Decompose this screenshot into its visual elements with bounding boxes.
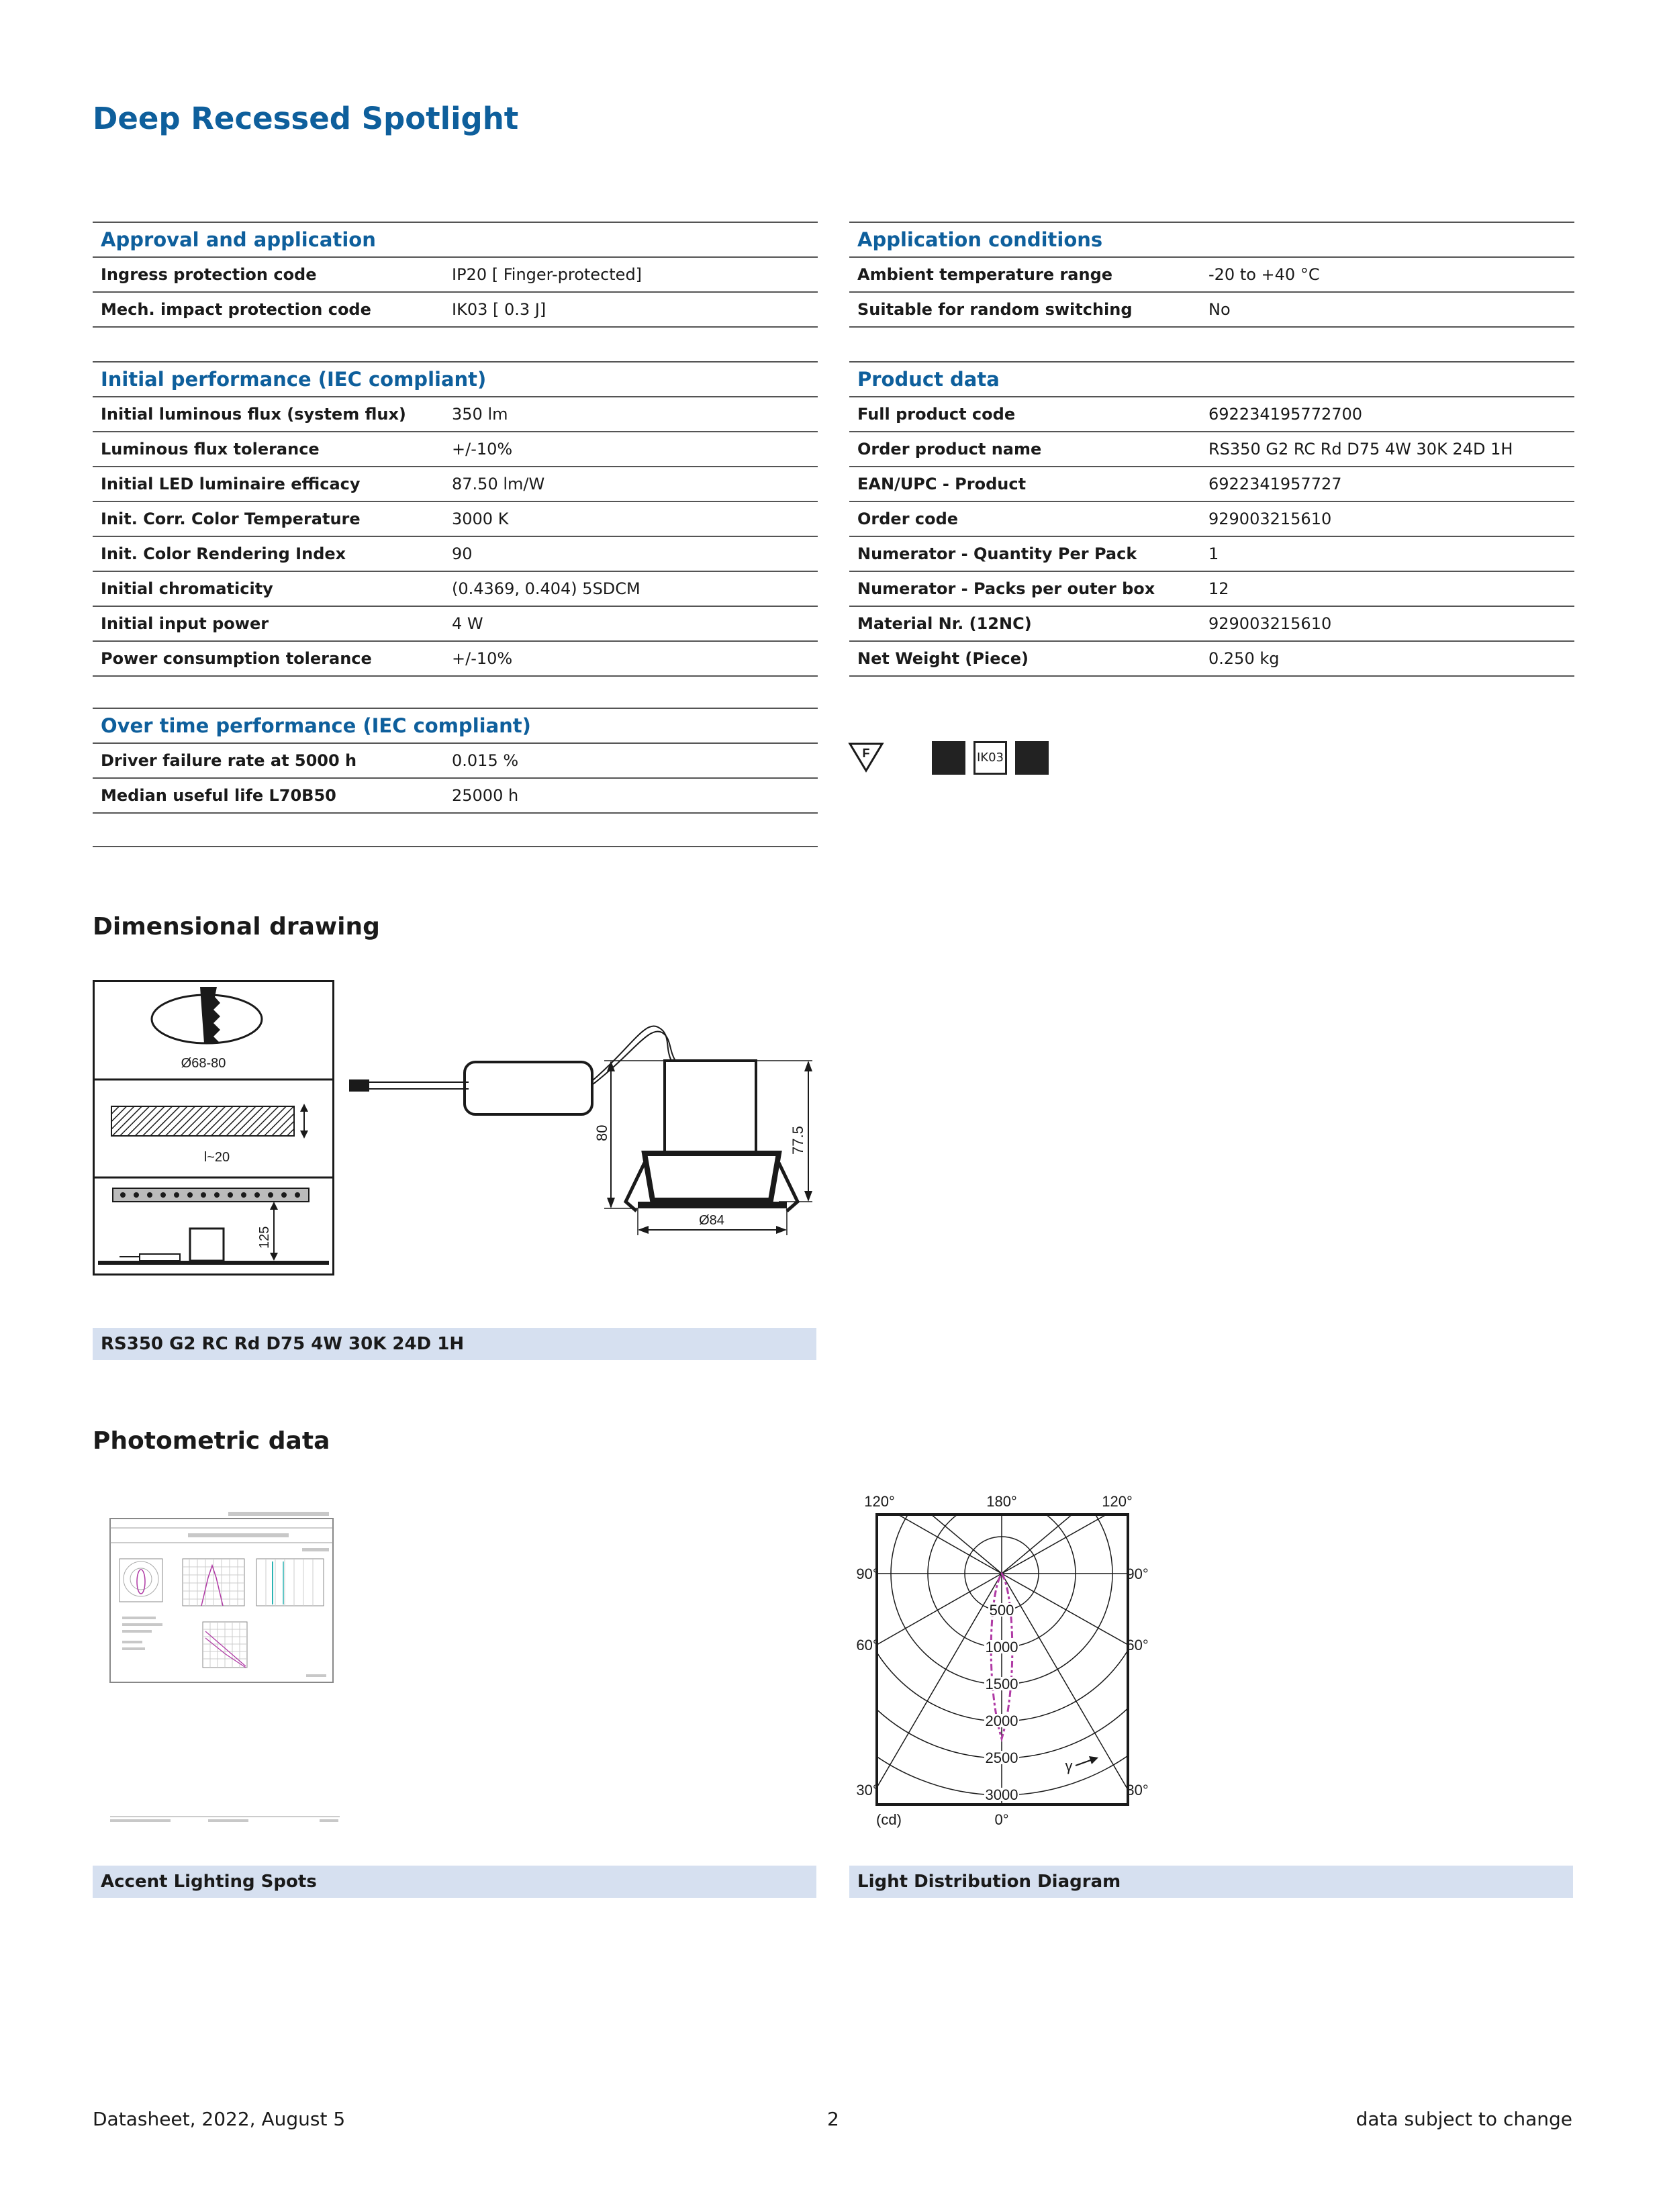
- table-row: [93, 258, 818, 293]
- table-row: [93, 642, 818, 677]
- height-body-label: 77.5: [790, 1126, 806, 1155]
- ik03-icon: IK03: [973, 741, 1007, 775]
- ring-label: 500: [989, 1602, 1014, 1619]
- row-label: Mech. impact protection code: [101, 300, 371, 319]
- row-value: 25000 h: [452, 786, 519, 805]
- table-spacer: [93, 814, 818, 847]
- ring-label: 2000: [985, 1713, 1018, 1729]
- unit-label: (cd): [876, 1811, 902, 1828]
- table-row: [849, 258, 1574, 293]
- footer-disclaimer: data subject to change: [1355, 2108, 1572, 2130]
- diameter-label: Ø84: [699, 1213, 724, 1228]
- row-label: Driver failure rate at 5000 h: [101, 751, 357, 770]
- table-row: [93, 502, 818, 537]
- row-value: 6922341957727: [1208, 475, 1342, 493]
- row-value: 87.50 lm/W: [452, 475, 545, 493]
- row-value: IK03 [ 0.3 J]: [452, 300, 546, 319]
- row-value: 12: [1208, 579, 1229, 598]
- row-label: Init. Corr. Color Temperature: [101, 510, 361, 528]
- section-title: Product data: [849, 361, 1574, 397]
- row-label: Luminous flux tolerance: [101, 440, 320, 459]
- photometric-report-thumbnail: [107, 1504, 342, 1826]
- table-row: [93, 432, 818, 467]
- row-label: Full product code: [857, 405, 1016, 424]
- ring-label: 2500: [985, 1749, 1018, 1766]
- gamma-label: γ: [1065, 1758, 1073, 1774]
- row-value: 0.015 %: [452, 751, 519, 770]
- ring-label: 1500: [985, 1676, 1018, 1692]
- table-row: [849, 537, 1574, 572]
- height-total-label: 80: [593, 1124, 610, 1141]
- row-value: 0.250 kg: [1208, 649, 1280, 668]
- section-title: Approval and application: [93, 222, 818, 258]
- row-label: Order product name: [857, 440, 1042, 459]
- table-row: [849, 467, 1574, 502]
- black-square-icon: [932, 741, 965, 775]
- angle-label: 30°: [1126, 1782, 1149, 1798]
- row-value: (0.4369, 0.404) 5SDCM: [452, 579, 640, 598]
- row-value: 692234195772700: [1208, 405, 1363, 424]
- row-label: Ingress protection code: [101, 265, 317, 284]
- dimensional-caption: RS350 G2 RC Rd D75 4W 30K 24D 1H: [93, 1328, 816, 1360]
- table-row: [849, 397, 1574, 432]
- black-square-icon: [1015, 741, 1049, 775]
- light-distribution-panel: [856, 1484, 1149, 1839]
- page-title: Deep Recessed Spotlight: [93, 101, 519, 136]
- luminaire-side-view: [349, 1020, 819, 1249]
- row-value: +/-10%: [452, 440, 513, 459]
- row-label: Median useful life L70B50: [101, 786, 336, 805]
- angle-label: 0°: [994, 1811, 1009, 1828]
- initial-performance-table: [93, 361, 818, 677]
- row-label: Numerator - Packs per outer box: [857, 579, 1155, 598]
- table-row: [93, 537, 818, 572]
- angle-label: 120°: [864, 1493, 895, 1510]
- row-value: -20 to +40 °C: [1208, 265, 1320, 284]
- row-label: Initial input power: [101, 614, 269, 633]
- installation-panel: [93, 980, 334, 1276]
- angle-label: 180°: [986, 1493, 1017, 1510]
- angle-label: 90°: [1126, 1566, 1149, 1582]
- row-label: Net Weight (Piece): [857, 649, 1029, 668]
- row-value: +/-10%: [452, 649, 513, 668]
- clearance-label: 125: [257, 1226, 272, 1249]
- application-conditions-table: [849, 222, 1574, 328]
- over-time-table: [93, 708, 818, 847]
- certification-icons: [847, 738, 1062, 779]
- approval-table: [93, 222, 818, 328]
- table-row: [93, 779, 818, 814]
- diagram-caption: Light Distribution Diagram: [849, 1866, 1573, 1898]
- row-label: Ambient temperature range: [857, 265, 1113, 284]
- angle-label: 60°: [856, 1637, 879, 1653]
- angle-label: 90°: [856, 1566, 879, 1582]
- page-number: 2: [827, 2108, 839, 2130]
- row-label: Numerator - Quantity Per Pack: [857, 544, 1137, 563]
- angle-label: 30°: [856, 1782, 879, 1798]
- cutout-label: Ø68-80: [181, 1056, 226, 1071]
- row-value: 350 lm: [452, 405, 508, 424]
- row-label: Init. Color Rendering Index: [101, 544, 346, 563]
- row-value: No: [1208, 300, 1231, 319]
- section-title: Initial performance (IEC compliant): [93, 361, 818, 397]
- table-row: [849, 607, 1574, 642]
- row-label: Initial chromaticity: [101, 579, 273, 598]
- row-label: EAN/UPC - Product: [857, 475, 1027, 493]
- installation-drawing: [93, 980, 334, 1276]
- row-value: 4 W: [452, 614, 483, 633]
- product-data-table: [849, 361, 1574, 677]
- table-row: [849, 293, 1574, 328]
- f-mark-label: F: [862, 747, 870, 760]
- table-row: [93, 397, 818, 432]
- footer-date: Datasheet, 2022, August 5: [93, 2108, 346, 2130]
- table-row: [93, 293, 818, 328]
- table-row: [849, 432, 1574, 467]
- ring-label: 1000: [985, 1639, 1018, 1655]
- ring-label: 3000: [985, 1786, 1018, 1803]
- row-value: 90: [452, 544, 473, 563]
- row-label: Suitable for random switching: [857, 300, 1133, 319]
- table-row: [93, 607, 818, 642]
- row-label: Power consumption tolerance: [101, 649, 372, 668]
- row-value: RS350 G2 RC Rd D75 4W 30K 24D 1H: [1208, 440, 1513, 459]
- angle-label: 60°: [1126, 1637, 1149, 1653]
- photometric-heading: Photometric data: [93, 1427, 330, 1455]
- f-mark-icon: [847, 738, 885, 776]
- section-title: Application conditions: [849, 222, 1574, 258]
- table-row: [849, 572, 1574, 607]
- table-row: [849, 642, 1574, 677]
- row-value: 1: [1208, 544, 1219, 563]
- photometric-thumbnail: [107, 1504, 342, 1826]
- dimensional-heading: Dimensional drawing: [93, 913, 380, 941]
- row-value: 929003215610: [1208, 614, 1332, 633]
- row-value: 929003215610: [1208, 510, 1332, 528]
- thumbnail-caption: Accent Lighting Spots: [93, 1866, 816, 1898]
- table-row: [93, 572, 818, 607]
- light-distribution-diagram: [856, 1484, 1149, 1839]
- table-row: [93, 467, 818, 502]
- section-title: Over time performance (IEC compliant): [93, 708, 818, 744]
- table-row: [849, 502, 1574, 537]
- thickness-label: l~20: [203, 1150, 230, 1165]
- table-row: [93, 744, 818, 779]
- angle-label: 120°: [1102, 1493, 1133, 1510]
- luminaire-panel: [349, 1020, 819, 1249]
- row-label: Initial LED luminaire efficacy: [101, 475, 361, 493]
- row-value: IP20 [ Finger-protected]: [452, 265, 643, 284]
- row-value: 3000 K: [452, 510, 509, 528]
- row-label: Order code: [857, 510, 959, 528]
- row-label: Initial luminous flux (system flux): [101, 405, 406, 424]
- row-label: Material Nr. (12NC): [857, 614, 1032, 633]
